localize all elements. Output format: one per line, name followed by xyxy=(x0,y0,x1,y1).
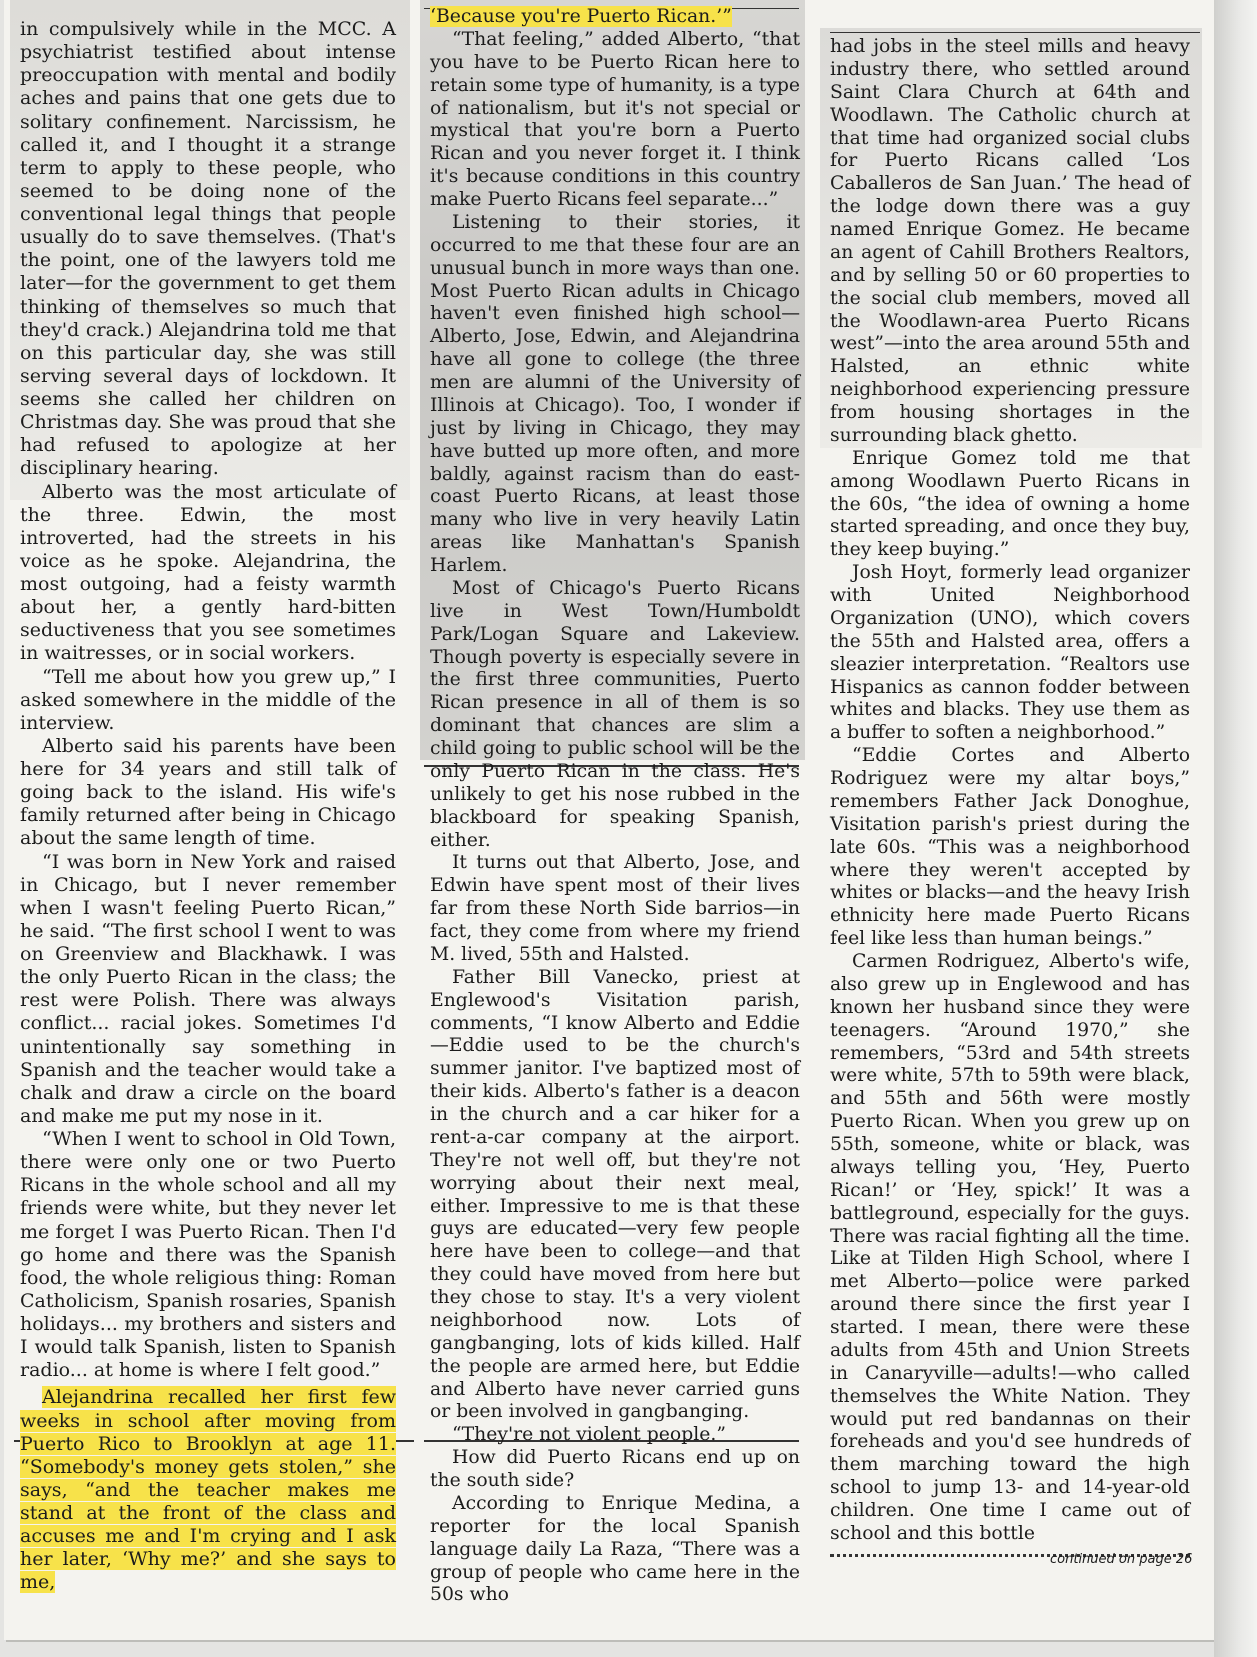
article-column-1 xyxy=(20,18,396,1595)
paragraph: Josh Hoyt, formerly lead organizer with United Neighborhood Organization (UNO), which covers the 55th and Halsted area, offers a sleazier interpretation. “Realtors use Hispanics as cannon fodder between whites and blacks. They use them as a buffer to soften a neighborhood.” xyxy=(830,562,1190,744)
paragraph: “When I went to school in Old Town, there were only one or two Puerto Ricans in the whole school and all my friends were white, but they never let me forget I was Puerto Rican. Then I'd go home and there was the Spanish food, the whole religious thing: Roman Catholicism, Spanish rosaries, Spanish holidays... my brothers and sisters and I would talk Spanish, listen to Spanish radio... at home is where I felt good.” xyxy=(20,1128,396,1382)
paragraph: “I was born in New York and raised in Chicago, but I never remember when I wasn't feeling Puerto Rican,” he said. “The first school I went to was on Greenview and Blackhawk. I was the only Puerto Rican in the class; the rest were Polish. There was always conflict... racial jokes. Sometimes I'd unintentionally say something in Spanish and the teacher would take a chalk and draw a circle on the board and make me put my nose in it. xyxy=(20,850,396,1127)
highlighted-paragraph: Alejandrina recalled her first few weeks in school after moving from Puerto Rico to Brooklyn at age 11. “Somebody's money gets stolen,” she says, “and the teacher makes me stand at the front of the class and accuses me and I'm crying and I ask her later, ‘Why me?’ and she says to me, xyxy=(20,1386,396,1594)
paragraph: Father Bill Vanecko, priest at Englewood's Visitation parish, comments, “I know Alberto and Eddie—Eddie used to be the church's summer janitor. I've baptized most of their kids. Alberto's father is a deacon in the church and a car hiker for a rent-a-car company at the airport. They're not well off, but they're not worrying about their next meal, either. Impressive to me is that these guys are educated—very few people here have been to college—and that they could have moved from here but they chose to stay. It's a very violent neighborhood now. Lots of gangbanging, lots of kids killed. Half the people are armed here, but Eddie and Alberto have never carried guns or been involved in gangbanging. xyxy=(430,966,800,1423)
paragraph: Most of Chicago's Puerto Ricans live in West Town/Humboldt Park/Logan Square and Lakeview. Though poverty is especially severe in the first three communities, Puerto Rican presence in all of them is so dominant that chances are slim a child going to public school will be the only Puerto Rican in the class. He's unlikely to get his nose rubbed in the blackboard for speaking Spanish, either. xyxy=(430,577,800,851)
paragraph: in compulsively while in the MCC. A psychiatrist testified about intense preoccupation with mental and bodily aches and pains that one gets due to solitary confinement. Narcissism, he called it, and I thought it a strange term to apply to these people, who seemed to be doing none of the conventional legal things that people usually do to save themselves. (That's the point, one of the lawyers told me later—for the government to get them thinking of themselves so much that they'd crack.) Alejandrina told me that on this particular day, she was still serving several days of lockdown. It seems she called her children on Christmas day. She was proud that she had refused to apologize at her disciplinary hearing. xyxy=(20,18,396,480)
paragraph: “Tell me about how you grew up,” I asked somewhere in the middle of the interview. xyxy=(20,665,396,734)
paragraph: had jobs in the steel mills and heavy industry there, who settled around Saint Clara Church at 64th and Woodlawn. The Catholic church at that time had organized social clubs for Puerto Ricans called ‘Los Caballeros de San Juan.’ The head of the lodge down there was a guy named Enrique Gomez. He became an agent of Cahill Brothers Realtors, and by selling 50 or 60 properties to the social club members, moved all the Woodlawn-area Puerto Ricans west”—into the area around 55th and Halsted, an ethnic white neighborhood experiencing pressure from housing shortages in the surrounding black ghetto. xyxy=(830,36,1190,446)
paragraph: “That feeling,” added Alberto, “that you have to be Puerto Rican here to retain some type of humanity, is a type of nationalism, but it's not special or mystical that you're born a Puerto Rican and you never forget it. I think it's because conditions in this country make Puerto Ricans feel separate...” xyxy=(430,28,800,210)
paragraph: Enrique Gomez told me that among Woodlawn Puerto Ricans in the 60s, “the idea of owning a home started spreading, and once they buy, they keep buying.” xyxy=(830,447,1190,561)
paragraph: How did Puerto Ricans end up on the south side? xyxy=(430,1447,800,1491)
highlighted-quote: ‘Because you're Puerto Rican.’” xyxy=(430,6,732,27)
column-rule xyxy=(830,32,1200,33)
paragraph: “Eddie Cortes and Alberto Rodriguez were my altar boys,” remembers Father Jack Donoghue, Visitation parish's priest during the late 60s. “This was a neighborhood where they weren't accepted by whites or blacks—and the heavy Irish ethnicity here made Puerto Ricans feel like less than human beings.” xyxy=(830,745,1190,950)
article-column-2 xyxy=(430,6,800,1607)
paragraph: Listening to their stories, it occurred to me that these four are an unusual bunch in more ways than one. Most Puerto Rican adults in Chicago haven't even finished high school—Alberto, Jose, Edwin, and Alejandrina have all gone to college (the three men are alumni of the University of Illinois at Chicago). Too, I wonder if just by living in Chicago, they may have butted up more often, and more baldly, against racism than do east-coast Puerto Ricans, at least those many who live in very heavily Latin areas like Manhattan's Spanish Harlem. xyxy=(430,211,800,576)
paragraph: Alberto said his parents have been here for 34 years and still talk of going back to the island. His wife's family returned after being in Chicago about the same length of time. xyxy=(20,734,396,850)
page-edge xyxy=(1214,0,1257,1657)
continuation-note: continued on page 26 xyxy=(1050,1552,1193,1567)
paragraph: Carmen Rodriguez, Alberto's wife, also grew up in Englewood and has known her husband since they were teenagers. “Around 1970,” she remembers, “53rd and 54th streets were white, 57th to 59th were black, and 55th and 56th were mostly Puerto Rican. When you grew up on 55th, someone, white or black, was always telling you, ‘Hey, Puerto Rican!’ or ‘Hey, spick!’ It was a battleground, especially for the guys. There was racial fighting all the time. Like at Tilden High School, where I met Alberto—police were parked around there since the first year I started. I mean, there were these adults from 45th and Union Streets in Canaryville—adults!—who called themselves the White Nation. They would put red bandannas on their foreheads and you'd see hundreds of them marching toward the high school to jump 13- and 14-year-old children. One time I came out of school and this bottle xyxy=(830,951,1190,1544)
article-column-3 xyxy=(830,36,1190,1546)
paragraph: “They're not violent people.” xyxy=(452,1424,726,1446)
paragraph: Alberto was the most articulate of the three. Edwin, the most introverted, had the streets in his voice as he spoke. Alejandrina, the most outgoing, had a feisty warmth about her, a gently hard-bitten seductiveness that you see sometimes in waitresses, or in social workers. xyxy=(20,480,396,665)
paragraph: It turns out that Alberto, Jose, and Edwin have spent most of their lives far from these North Side barrios—in fact, they come from where my friend M. lived, 55th and Halsted. xyxy=(430,852,800,965)
paragraph: According to Enrique Medina, a reporter for the local Spanish language daily La Raza, “There was a group of people who came here in the 50s who xyxy=(430,1492,800,1606)
